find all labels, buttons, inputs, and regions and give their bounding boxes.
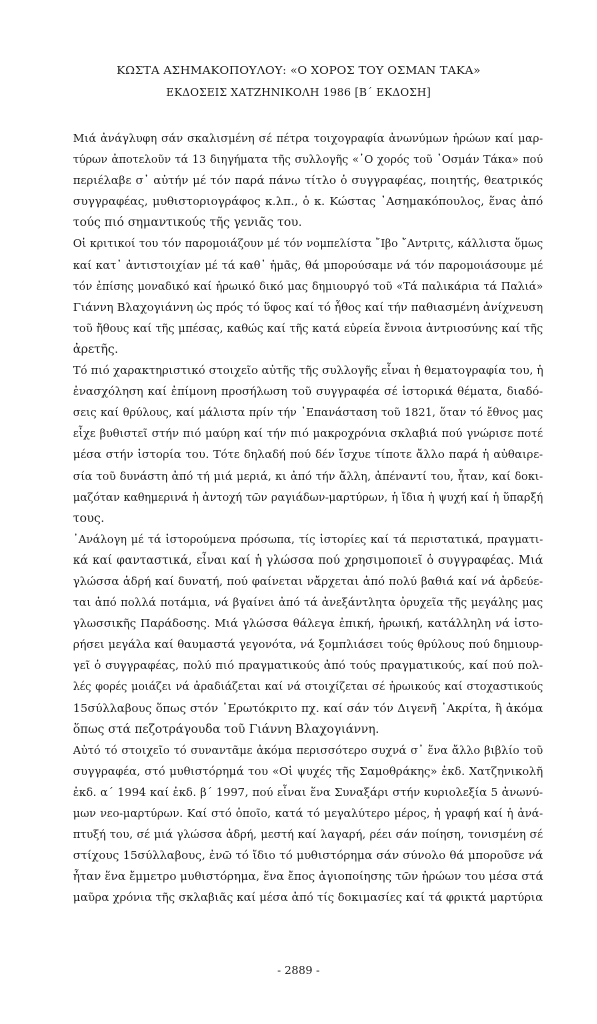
text-line: συγγραφέας, μυθιστοριογράφος κ.λπ., ὁ κ. Κώστας ᾿Ασημακόπουλος, ἕνας ἀπό bbox=[73, 194, 543, 209]
text-line: ᾿Ανάλογη μέ τά ἱστορούμενα πρόσωπα, τίς ἱστορίες καί τά περιστατικά, πραγματι- bbox=[73, 532, 543, 546]
body-text bbox=[73, 128, 543, 908]
text-line: τύρων ἀποτελοῦν τά 13 διηγήματα τῆς συλλογῆς «῾Ο χορός τοῦ ᾿Οσμάν Τάκα» πού bbox=[73, 153, 543, 167]
article-subtitle: ΕΚΔΟΣΕΙΣ ΧΑΤΖΗΝΙΚΟΛΗ 1986 [Β΄ ΕΚΔΟΣΗ] bbox=[166, 86, 431, 99]
text-line: κά καί φανταστικά, εἶναι καί ἡ γλώσσα πού χρησιμοποιεῖ ὁ συγγραφέας. Μιά bbox=[73, 552, 543, 567]
text-line: συγγραφέα, στό μυθιστόρημά του «Οἱ ψυχές τῆς Σαμοθράκης» ἐκδ. Χατζηνικολῆ bbox=[73, 764, 543, 778]
text-line: μαῦρα χρόνια τῆς σκλαβιᾶς καί μέσα ἀπό τίς δοκιμασίες καί τά φρικτά μαρτύρια bbox=[73, 891, 543, 905]
text-line: λές φορές μοιάζει νά ἀραδιάζεται καί νά στοιχίζεται σέ ἡρωικούς καί στοχαστικούς bbox=[73, 680, 543, 694]
text-line: γλωσσικῆς Παράδοσης. Μιά γλώσσα θάλεγα ἐπική, ἡρωική, κατάλληλη νά ἱστο- bbox=[73, 617, 543, 631]
text-line: γλώσσα ἁδρή καί δυνατή, πού φαίνεται νἄρχεται ἀπό πολύ βαθιά καί νά ἀρδεύε- bbox=[73, 574, 543, 588]
text-line: Αὐτό τό στοιχεῖο τό συναντᾶμε ἀκόμα περισσότερο συχνά σ᾿ ἕνα ἄλλο βιβλίο τοῦ bbox=[73, 743, 543, 757]
text-line: εἶχε βυθιστεῖ στήν πιό μαύρη καί τήν πιό μακροχρόνια σκλαβιά πού γνώρισε ποτέ bbox=[73, 427, 543, 441]
text-line: τόν ἐπίσης μοναδικό καί ἡρωικό δικό μας δημιουργό τοῦ «Τά παλικάρια τά Παλιά» bbox=[73, 279, 543, 293]
text-line: ἐκδ. α΄ 1994 καί ἐκδ. β΄ 1997, πού εἶναι ἕνα Συναξάρι στήν κυριολεξία 5 ἀνωνύ- bbox=[73, 785, 543, 799]
text-line: πτυξή του, σέ μιά γλώσσα ἁδρή, μεστή καί λαγαρή, ρέει σάν ποίηση, τονισμένη σέ bbox=[73, 828, 543, 842]
text-line: σία τοῦ δυνάστη ἀπό τή μιά μεριά, κι ἀπό τήν ἄλλη, ἀπέναντί του, ἦταν, καί δοκι- bbox=[73, 469, 543, 483]
text-line: ἐνασχόληση καί ἐπίμονη προσήλωση τοῦ συγγραφέα σέ ἱστορικά θέματα, διαδό- bbox=[73, 385, 543, 399]
text-line: ται ἀπό πολλά ποτάμια, νά βγαίνει ἀπό τά ἀνεξάντλητα ὀρυχεῖα τῆς μεγάλης μας bbox=[73, 596, 543, 610]
text-line: ρήσει μεγάλα καί θαυμαστά γεγονότα, νά ξομπλιάσει τούς θρύλους πού δημιουρ- bbox=[73, 638, 543, 652]
text-line: μέσα στήν ἱστορία του. Τότε δηλαδή πού δέν ἴσχυε τίποτε ἄλλο παρά ἡ αὐθαιρε- bbox=[73, 448, 543, 462]
text-line: τούς πιό σημαντικούς τῆς γενιᾶς του. bbox=[73, 215, 303, 230]
text-line: Γιάννη Βλαχογιάννη ὡς πρός τό ὕφος καί τό ἦθος καί τήν παθιασμένη ἀνίχνευση bbox=[73, 300, 543, 314]
text-line: Μιά ἀνάγλυφη σάν σκαλισμένη σέ πέτρα τοιχογραφία ἀνωνύμων ἡρώων καί μαρ- bbox=[73, 132, 543, 145]
text-line: καί κατ᾿ ἀντιστοιχίαν μέ τά καθ᾿ ἡμᾶς, θά μπορούσαμε νά τόν παρομοιάσουμε μέ bbox=[73, 258, 543, 272]
text-line: σεις καί θρύλους, καί μάλιστα πρίν τήν ᾿Επανάσταση τοῦ 1821, ὅταν τό ἔθνος μας bbox=[73, 406, 543, 420]
text-line: γεῖ ὁ συγγραφέας, πολύ πιό πραγματικούς ἀπό τούς πραγματικούς, καί πού πολ- bbox=[73, 659, 543, 673]
page-number: - 2889 - bbox=[277, 964, 320, 977]
text-line: Τό πιό χαρακτηριστικό στοιχεῖο αὐτῆς τῆς συλλογῆς εἶναι ἡ θεματογραφία του, ἡ bbox=[73, 364, 544, 378]
text-line: ὅπως στά πεζοτράγουδα τοῦ Γιάννη Βλαχογιάννη. bbox=[73, 721, 380, 736]
text-line: μων νεο-μαρτύρων. Καί στό ὁποῖο, κατά τό μεγαλύτερο μέρος, ἡ γραφή καί ἡ ἀνά- bbox=[73, 807, 543, 820]
text-line: τους. bbox=[73, 510, 105, 525]
text-line: μαζόταν καθημερινά ἡ ἀντοχή τῶν ραγιάδων-μαρτύρων, ἡ ἴδια ἡ ψυχή καί ἡ ὕπαρξή bbox=[73, 490, 543, 504]
text-line: ἦταν ἕνα ἔμμετρο μυθιστόρημα, ἕνα ἔπος ἁγιοποίησης τῶν ἡρώων του μέσα στά bbox=[73, 869, 544, 884]
article-header bbox=[0, 62, 597, 100]
text-line: περιέλαβε σ᾿ αὐτήν μέ τόν παρά πάνω τίτλο ὁ συγγραφέας, ποιητής, θεατρικός bbox=[73, 173, 543, 188]
article-title: ΚΩΣΤΑ ΑΣΗΜΑΚΟΠΟΥΛΟΥ: «Ο ΧΟΡΟΣ ΤΟΥ ΟΣΜΑΝ ΤΑΚΑ» bbox=[116, 63, 481, 77]
text-line: τοῦ ἤθους καί τῆς μπέσας, καθώς καί τῆς κατά εὐρεία ἔννοια ἀντριοσύνης καί τῆς bbox=[73, 321, 543, 335]
text-line: ἀρετῆς. bbox=[73, 341, 119, 356]
text-line: Οἱ κριτικοί του τόν παρομοιάζουν μέ τόν νομπελίστα ῎Ιβο ῎Αντριτς, κάλλιστα ὅμως bbox=[73, 237, 543, 251]
text-line: 15σύλλαβους ὅπως στόν ᾿Ερωτόκριτο πχ. καί σάν τόν Διγενῆ ᾿Ακρίτα, ἢ ἀκόμα bbox=[73, 700, 543, 715]
text-line: στίχους 15σύλλαβους, ἐνῶ τό ἴδιο τό μυθιστόρημα σάν σύνολο θά μποροῦσε νά bbox=[73, 848, 543, 863]
